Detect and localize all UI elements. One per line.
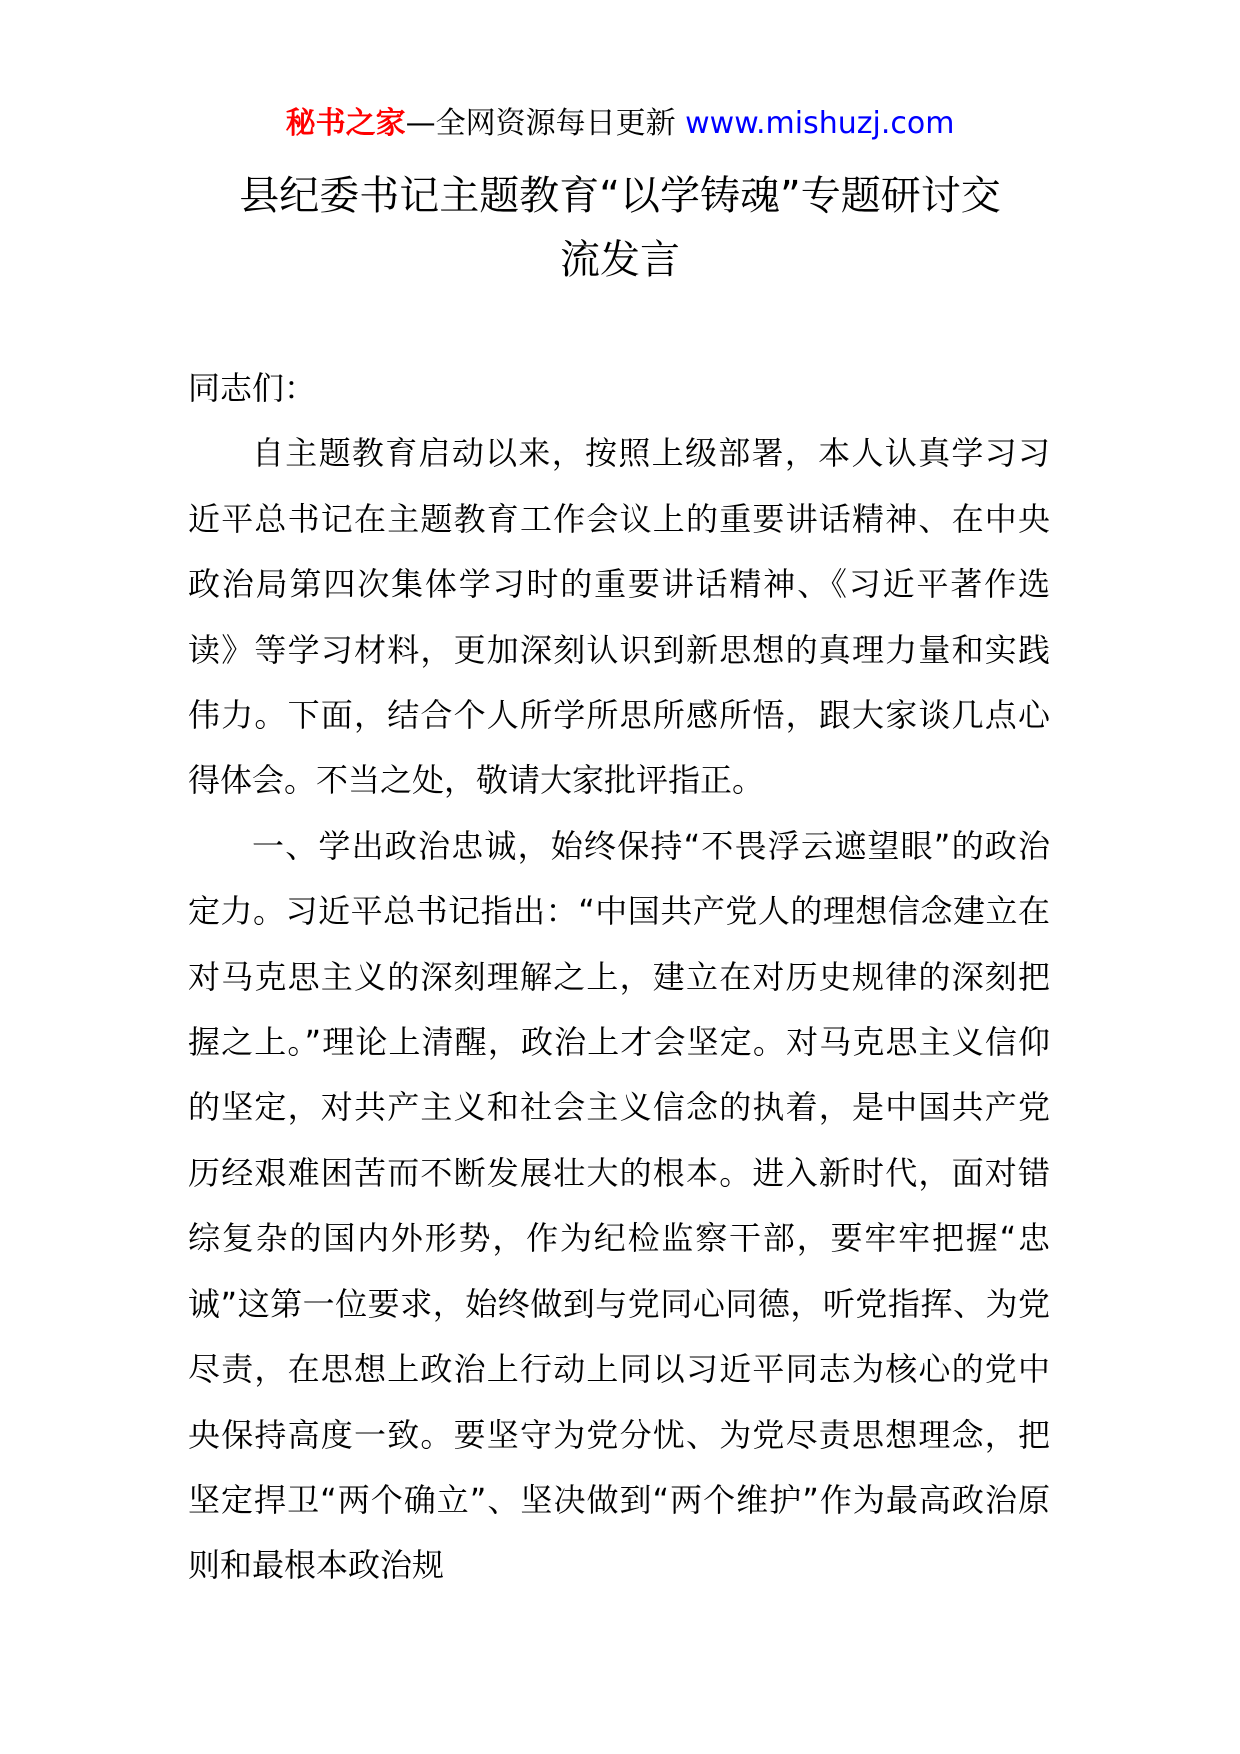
brand-name: 秘书之家 xyxy=(285,106,406,141)
paragraph-intro: 自主题教育启动以来，按照上级部署，本人认真学习习近平总书记在主题教育工作会议上的重要讲话精神、在中央政治局第四次集体学习时的重要讲话精神、《习近平著作选读》等学习材料，更加深刻认识到新思想的真理力量和实践伟力。下面，结合个人所学所思所感所悟，跟大家谈几点心得体会。不当之处，敬请大家批评指正。 xyxy=(188,434,1050,800)
document-title xyxy=(150,164,1090,292)
site-url: www.mishuzj.com xyxy=(685,106,955,141)
paragraph-section-1: 一、学出政治忠诚，始终保持“不畏浮云遮望眼”的政治定力。习近平总书记指出：“中国共产党人的理想信念建立在对马克思主义的深刻理解之上，建立在对历史规律的深刻把握之上。”理论上清醒，政治上才会坚定。对马克思主义信仰的坚定，对共产主义和社会主义信念的执着，是中国共产党历经艰难困苦而不断发展壮大的根本。进入新时代，面对错综复杂的国内外形势，作为纪检监察干部，要牢牢把握“忠诚”这第一位要求，始终做到与党同心同德，听党指挥、为党尽责，在思想上政治上行动上同以习近平同志为核心的党中央保持高度一致。要坚守为党分忧、为党尽责思想理念，把坚定捍卫“两个确立”、坚决做到“两个维护”作为最高政治原则和最根本政治规 xyxy=(188,826,1050,1585)
document-body xyxy=(188,356,1050,1599)
salutation: 同志们： xyxy=(188,369,317,407)
title-line-1: 县纪委书记主题教育“以学铸魂”专题研讨交 xyxy=(239,173,1001,219)
watermark-header xyxy=(0,102,1240,146)
header-slogan: —全网资源每日更新 xyxy=(405,106,686,141)
title-line-2: 流发言 xyxy=(560,237,680,283)
